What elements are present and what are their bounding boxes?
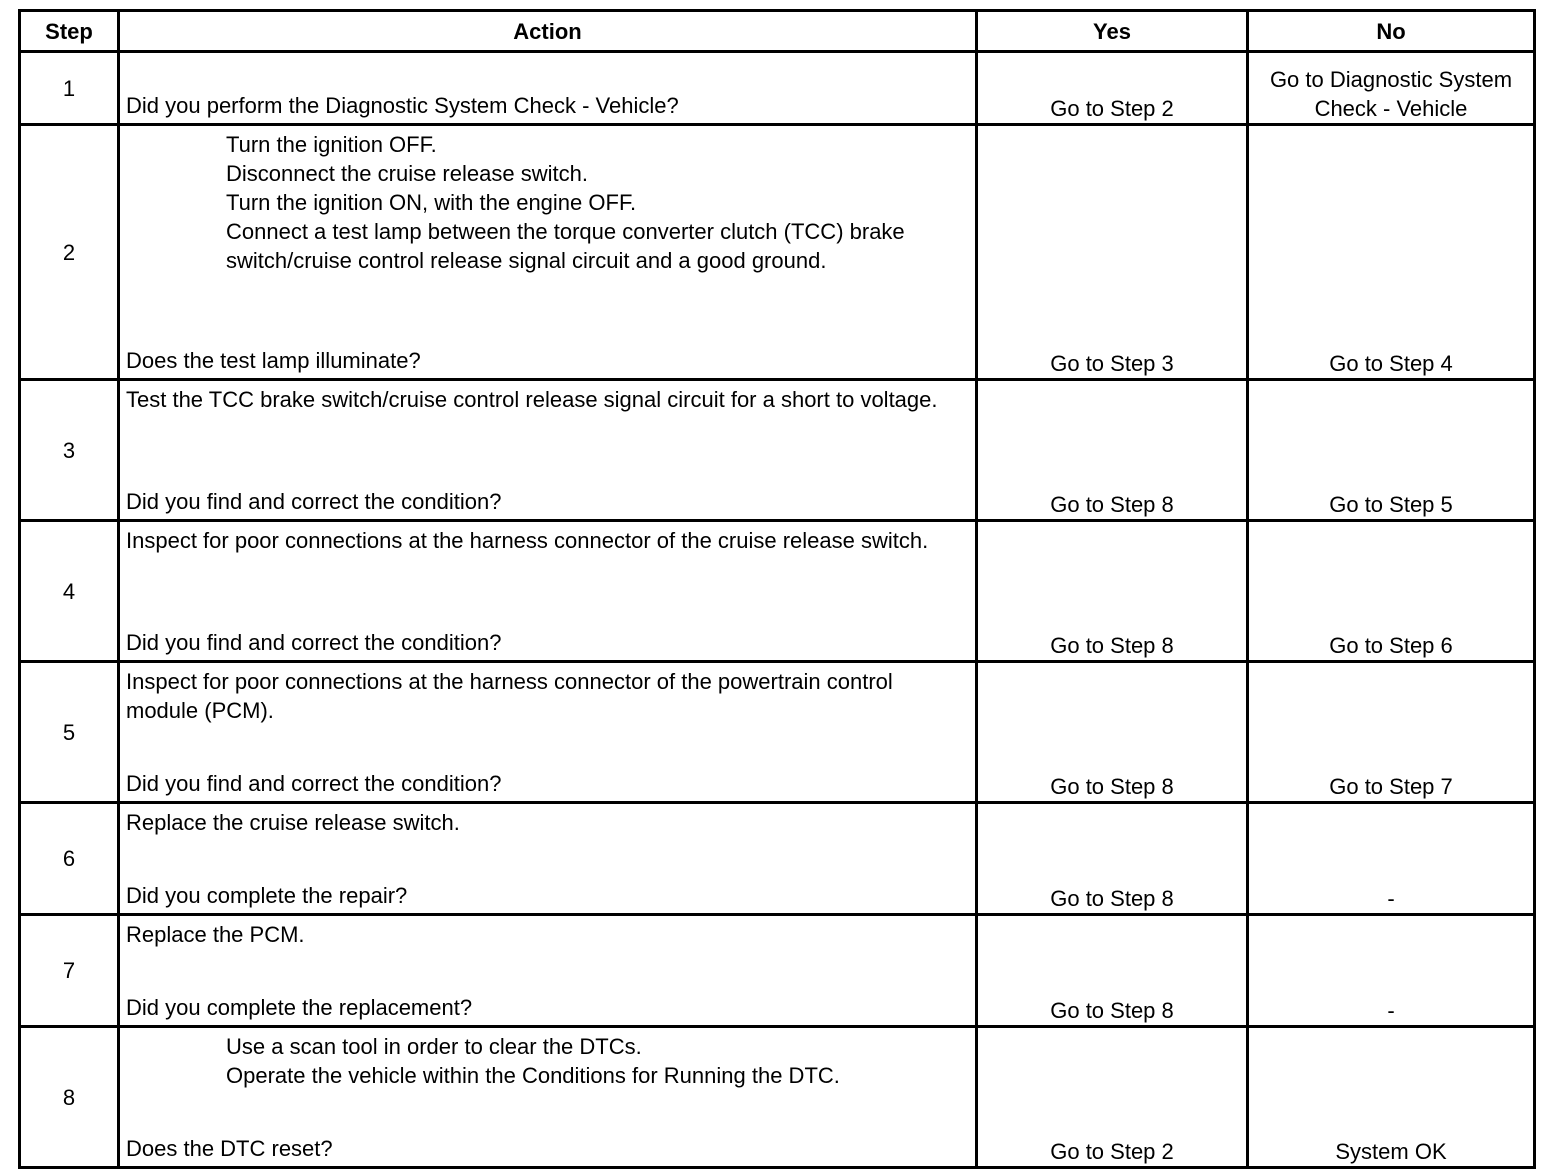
yes-answer: Go to Step 8 <box>1050 492 1174 517</box>
yes-cell <box>977 52 1248 125</box>
yes-answer: Go to Step 8 <box>1050 886 1174 911</box>
action-cell <box>119 1027 977 1168</box>
question-text: Did you find and correct the condition? <box>126 630 502 655</box>
step-number: 2 <box>20 125 119 380</box>
diagnostic-table <box>18 9 1536 1169</box>
action-cell <box>119 52 977 125</box>
substep-item: Connect a test lamp between the torque converter clutch (TCC) brake switch/cruise control release signal circuit and a good ground. <box>226 219 905 273</box>
yes-answer: Go to Step 8 <box>1050 774 1174 799</box>
question-text: Did you perform the Diagnostic System Check - Vehicle? <box>126 93 679 118</box>
yes-cell <box>977 662 1248 803</box>
yes-answer: Go to Step 2 <box>1050 96 1174 121</box>
substep-item: Operate the vehicle within the Conditions for Running the DTC. <box>226 1063 840 1088</box>
question-text: Did you find and correct the condition? <box>126 489 502 514</box>
header-yes: Yes <box>977 11 1248 52</box>
table-row <box>20 52 1535 125</box>
action-cell <box>119 521 977 662</box>
table-row <box>20 125 1535 380</box>
table-row <box>20 521 1535 662</box>
yes-answer: Go to Step 2 <box>1050 1139 1174 1164</box>
action-cell <box>119 662 977 803</box>
step-number: 5 <box>20 662 119 803</box>
no-answer: System OK <box>1335 1139 1447 1164</box>
step-number: 6 <box>20 803 119 915</box>
step-number: 8 <box>20 1027 119 1168</box>
yes-answer: Go to Step 3 <box>1050 351 1174 376</box>
header-step: Step <box>20 11 119 52</box>
yes-answer: Go to Step 8 <box>1050 998 1174 1023</box>
no-answer: - <box>1387 998 1395 1023</box>
no-answer: Go to Step 5 <box>1329 492 1453 517</box>
table-row <box>20 803 1535 915</box>
question-text: Does the DTC reset? <box>126 1136 333 1161</box>
no-cell <box>1248 380 1535 521</box>
yes-cell <box>977 380 1248 521</box>
substep-item: Turn the ignition ON, with the engine OFF. <box>226 190 637 215</box>
no-answer: Go to Step 4 <box>1329 351 1453 376</box>
substep-item: Disconnect the cruise release switch. <box>226 161 588 186</box>
no-cell <box>1248 915 1535 1027</box>
action-cell <box>119 125 977 380</box>
substep-item: Use a scan tool in order to clear the DTCs. <box>226 1034 642 1059</box>
no-cell <box>1248 52 1535 125</box>
substep-item: Turn the ignition OFF. <box>226 132 437 157</box>
no-cell <box>1248 662 1535 803</box>
step-number: 3 <box>20 380 119 521</box>
yes-cell <box>977 1027 1248 1168</box>
no-cell <box>1248 803 1535 915</box>
table-row <box>20 380 1535 521</box>
yes-cell <box>977 803 1248 915</box>
question-text: Did you complete the repair? <box>126 883 408 908</box>
yes-answer: Go to Step 8 <box>1050 633 1174 658</box>
action-text: Replace the PCM. <box>126 922 305 947</box>
action-cell <box>119 915 977 1027</box>
question-text: Does the test lamp illuminate? <box>126 348 421 373</box>
action-text: Test the TCC brake switch/cruise control release signal circuit for a short to voltage. <box>126 387 938 412</box>
header-action: Action <box>119 11 977 52</box>
substep-list <box>126 130 967 275</box>
table-row <box>20 915 1535 1027</box>
no-cell <box>1248 1027 1535 1168</box>
step-number: 7 <box>20 915 119 1027</box>
header-no: No <box>1248 11 1535 52</box>
action-text: Inspect for poor connections at the harness connector of the powertrain control module (PCM). <box>126 669 893 723</box>
no-cell <box>1248 125 1535 380</box>
no-answer: - <box>1387 886 1395 911</box>
substep-list <box>126 1032 967 1090</box>
no-cell <box>1248 521 1535 662</box>
action-text: Inspect for poor connections at the harness connector of the cruise release switch. <box>126 528 929 553</box>
yes-cell <box>977 125 1248 380</box>
action-cell <box>119 380 977 521</box>
action-text: Replace the cruise release switch. <box>126 810 460 835</box>
table-row <box>20 662 1535 803</box>
question-text: Did you complete the replacement? <box>126 995 473 1020</box>
step-number: 4 <box>20 521 119 662</box>
step-number: 1 <box>20 52 119 125</box>
header-row <box>20 11 1535 52</box>
action-cell <box>119 803 977 915</box>
yes-cell <box>977 521 1248 662</box>
no-answer: Go to Diagnostic System Check - Vehicle <box>1269 67 1513 121</box>
table-row <box>20 1027 1535 1168</box>
yes-cell <box>977 915 1248 1027</box>
question-text: Did you find and correct the condition? <box>126 771 502 796</box>
no-answer: Go to Step 6 <box>1329 633 1453 658</box>
no-answer: Go to Step 7 <box>1329 774 1453 799</box>
